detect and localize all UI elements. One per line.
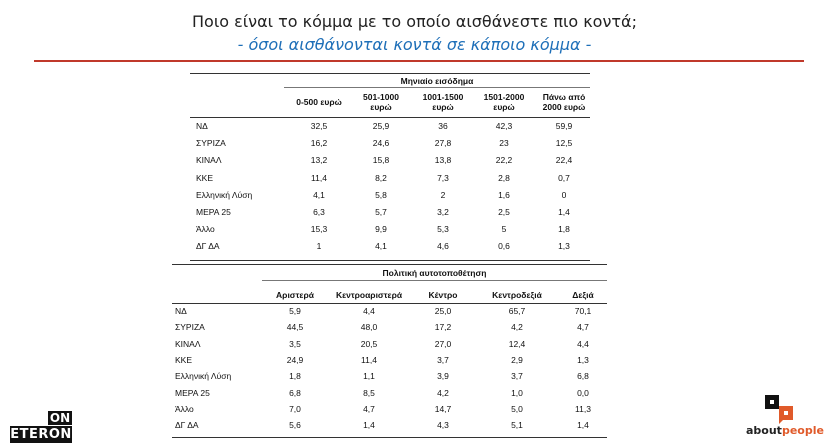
placement-cell: 14,7: [434, 403, 452, 414]
income-cell: 1,6: [498, 189, 510, 200]
income-header-line: [190, 117, 590, 118]
placement-cell: 11,3: [575, 403, 591, 414]
aboutpeople-logo-people: people: [781, 424, 824, 437]
income-cell: 36: [438, 121, 448, 131]
income-cell: 27,8: [434, 138, 452, 149]
income-cell: 5,7: [375, 207, 387, 217]
placement-cell: 3,5: [289, 338, 301, 349]
income-cell: 2: [440, 189, 446, 200]
eteron-logo-on: ON: [49, 411, 71, 425]
placement-cell: 5,9: [289, 306, 301, 316]
income-cell: 11,4: [311, 172, 327, 183]
income-row-label: ΜΕΡΑ 25: [196, 207, 231, 217]
placement-cell: 20,5: [360, 338, 378, 349]
income-cell: 42,3: [495, 121, 513, 131]
income-column-header: [349, 92, 413, 112]
eteron-logo: [10, 411, 72, 445]
placement-cell: 7,0: [289, 403, 301, 414]
aboutpeople-logo-icon: [764, 394, 798, 424]
placement-row-label: ΔΓ ΔΑ: [175, 420, 199, 431]
placement-cell: 4,4: [363, 306, 375, 316]
income-column-header-line: ευρώ: [370, 102, 392, 112]
income-cell: 2,8: [498, 172, 510, 183]
placement-column-header: Κεντροαριστερά: [335, 290, 403, 300]
income-cell: 0,6: [498, 241, 510, 252]
income-column-header: [532, 92, 596, 112]
income-row-label: ΚΙΝΑΛ: [196, 155, 222, 166]
income-cell: 25,9: [372, 121, 390, 131]
placement-cell: 44,5: [286, 322, 304, 333]
placement-row-label: ΝΔ: [175, 306, 187, 316]
placement-header-line: [172, 303, 607, 304]
placement-cell: 5,0: [511, 403, 523, 414]
placement-cell: 27,0: [434, 338, 452, 349]
placement-row-label: ΣΥΡΙΖΑ: [175, 322, 205, 333]
income-column-header: [287, 97, 351, 107]
income-cell: 9,9: [375, 224, 387, 235]
placement-cell: 4,2: [437, 387, 449, 398]
page-subtitle: - όσοι αισθάνονται κοντά σε κάποιο κόμμα -: [237, 35, 592, 54]
income-column-header: [411, 92, 475, 112]
income-group-line: [284, 87, 590, 88]
placement-cell: 65,7: [508, 306, 526, 316]
placement-cell: 1,0: [511, 387, 523, 398]
income-column-header-line: 2000 ευρώ: [542, 102, 586, 112]
placement-cell: 4,7: [363, 403, 375, 414]
placement-cell: 25,0: [434, 306, 452, 316]
placement-row-label: ΚΙΝΑΛ: [175, 338, 201, 349]
placement-column-header: Κέντρο: [428, 290, 458, 300]
placement-cell: 4,2: [511, 322, 523, 333]
income-cell: 2,5: [498, 207, 510, 217]
income-cell: 12,5: [555, 138, 573, 149]
income-row-label: ΔΓ ΔΑ: [196, 241, 220, 252]
income-cell: 4,1: [375, 241, 387, 252]
placement-cell: 3,9: [437, 371, 449, 382]
title-divider: [34, 60, 804, 62]
page-title: Ποιο είναι το κόμμα με το οποίο αισθάνεστε πιο κοντά;: [192, 12, 637, 31]
income-cell: 15,8: [372, 155, 390, 166]
placement-cell: 24,9: [286, 354, 304, 365]
income-cell: 6,3: [313, 207, 325, 217]
placement-row-label: Άλλο: [175, 403, 194, 414]
income-cell: 4,6: [437, 241, 449, 252]
placement-cell: 1,3: [577, 354, 589, 365]
income-column-header-line: 0-500 ευρώ: [296, 97, 342, 107]
placement-cell: 11,4: [361, 354, 377, 365]
income-cell: 0,7: [558, 172, 570, 183]
income-cell: 1,3: [558, 241, 570, 252]
income-row-label: ΝΔ: [196, 121, 208, 131]
placement-cell: 12,4: [508, 338, 526, 349]
placement-column-header: Αριστερά: [276, 290, 314, 300]
income-cell: 22,4: [555, 155, 573, 166]
placement-cell: 1,4: [577, 420, 589, 431]
income-column-header-line: 501-1000: [363, 92, 399, 102]
income-cell: 24,6: [372, 138, 390, 149]
income-cell: 32,5: [310, 121, 328, 131]
income-cell: 7,3: [437, 172, 449, 183]
income-cell: 8,2: [375, 172, 387, 183]
placement-cell: 4,3: [437, 420, 449, 431]
placement-cell: 1,1: [363, 371, 375, 382]
placement-cell: 5,6: [289, 420, 301, 431]
income-cell: 0: [561, 189, 567, 200]
income-table-bottom-line: [190, 260, 590, 261]
placement-cell: 3,7: [511, 371, 523, 382]
income-cell: 1,8: [558, 224, 570, 235]
income-cell: 15,3: [310, 224, 328, 235]
income-cell: 13,2: [310, 155, 328, 166]
aboutpeople-logo: [746, 394, 824, 444]
income-cell: 5,3: [437, 224, 449, 235]
income-row-label: Ελληνική Λύση: [196, 189, 253, 200]
placement-group-title: Πολιτική αυτοτοποθέτηση: [382, 268, 487, 278]
income-table-top-line: [190, 73, 590, 74]
placement-cell: 0,0: [577, 387, 589, 398]
aboutpeople-logo-text: [746, 424, 824, 437]
income-cell: 1,4: [558, 207, 570, 217]
income-cell: 5: [501, 224, 507, 235]
placement-column-header: Δεξιά: [572, 290, 594, 300]
aboutpeople-logo-about: about: [746, 424, 782, 437]
placement-row-label: ΜΕΡΑ 25: [175, 387, 210, 398]
income-cell: 59,9: [555, 121, 573, 131]
income-column-header-line: 1501-2000: [483, 92, 525, 102]
placement-cell: 70,1: [574, 306, 592, 316]
income-cell: 5,8: [375, 189, 387, 200]
placement-cell: 1,8: [289, 371, 301, 382]
placement-cell: 4,4: [577, 338, 589, 349]
placement-table-bottom-line: [172, 437, 607, 438]
placement-cell: 48,0: [360, 322, 378, 333]
placement-cell: 17,2: [434, 322, 452, 333]
placement-cell: 1,4: [363, 420, 375, 431]
placement-cell: 6,8: [577, 371, 589, 382]
income-cell: 4,1: [313, 189, 325, 200]
placement-row-label: ΚΚΕ: [175, 354, 193, 365]
income-row-label: ΚΚΕ: [196, 172, 214, 183]
income-column-header-line: ευρώ: [432, 102, 454, 112]
placement-cell: 2,9: [511, 354, 523, 365]
income-cell: 22,2: [495, 155, 513, 166]
placement-cell: 8,5: [363, 387, 375, 398]
placement-cell: 3,7: [437, 354, 449, 365]
placement-cell: 4,7: [577, 322, 589, 333]
placement-row-label: Ελληνική Λύση: [175, 371, 232, 382]
placement-group-line: [262, 280, 607, 281]
placement-cell: 6,8: [289, 387, 301, 398]
income-cell: 16,2: [310, 138, 328, 149]
income-cell: 1: [316, 241, 322, 252]
placement-table-top-line: [172, 264, 607, 265]
income-column-header-line: ευρώ: [493, 102, 515, 112]
placement-column-header: Κεντροδεξιά: [492, 290, 542, 300]
income-cell: 13,8: [434, 155, 452, 166]
income-column-header-line: 1001-1500: [422, 92, 464, 102]
income-column-header-line: Πάνω από: [542, 92, 586, 102]
income-row-label: ΣΥΡΙΖΑ: [196, 138, 226, 149]
income-column-header: [472, 92, 536, 112]
income-row-label: Άλλο: [196, 224, 215, 235]
placement-cell: 5,1: [511, 420, 523, 431]
eteron-logo-text: ETERON: [10, 427, 72, 442]
income-group-title: Μηνιαίο εισόδημα: [400, 76, 474, 86]
income-cell: 3,2: [437, 207, 449, 217]
income-cell: 23: [499, 138, 509, 149]
